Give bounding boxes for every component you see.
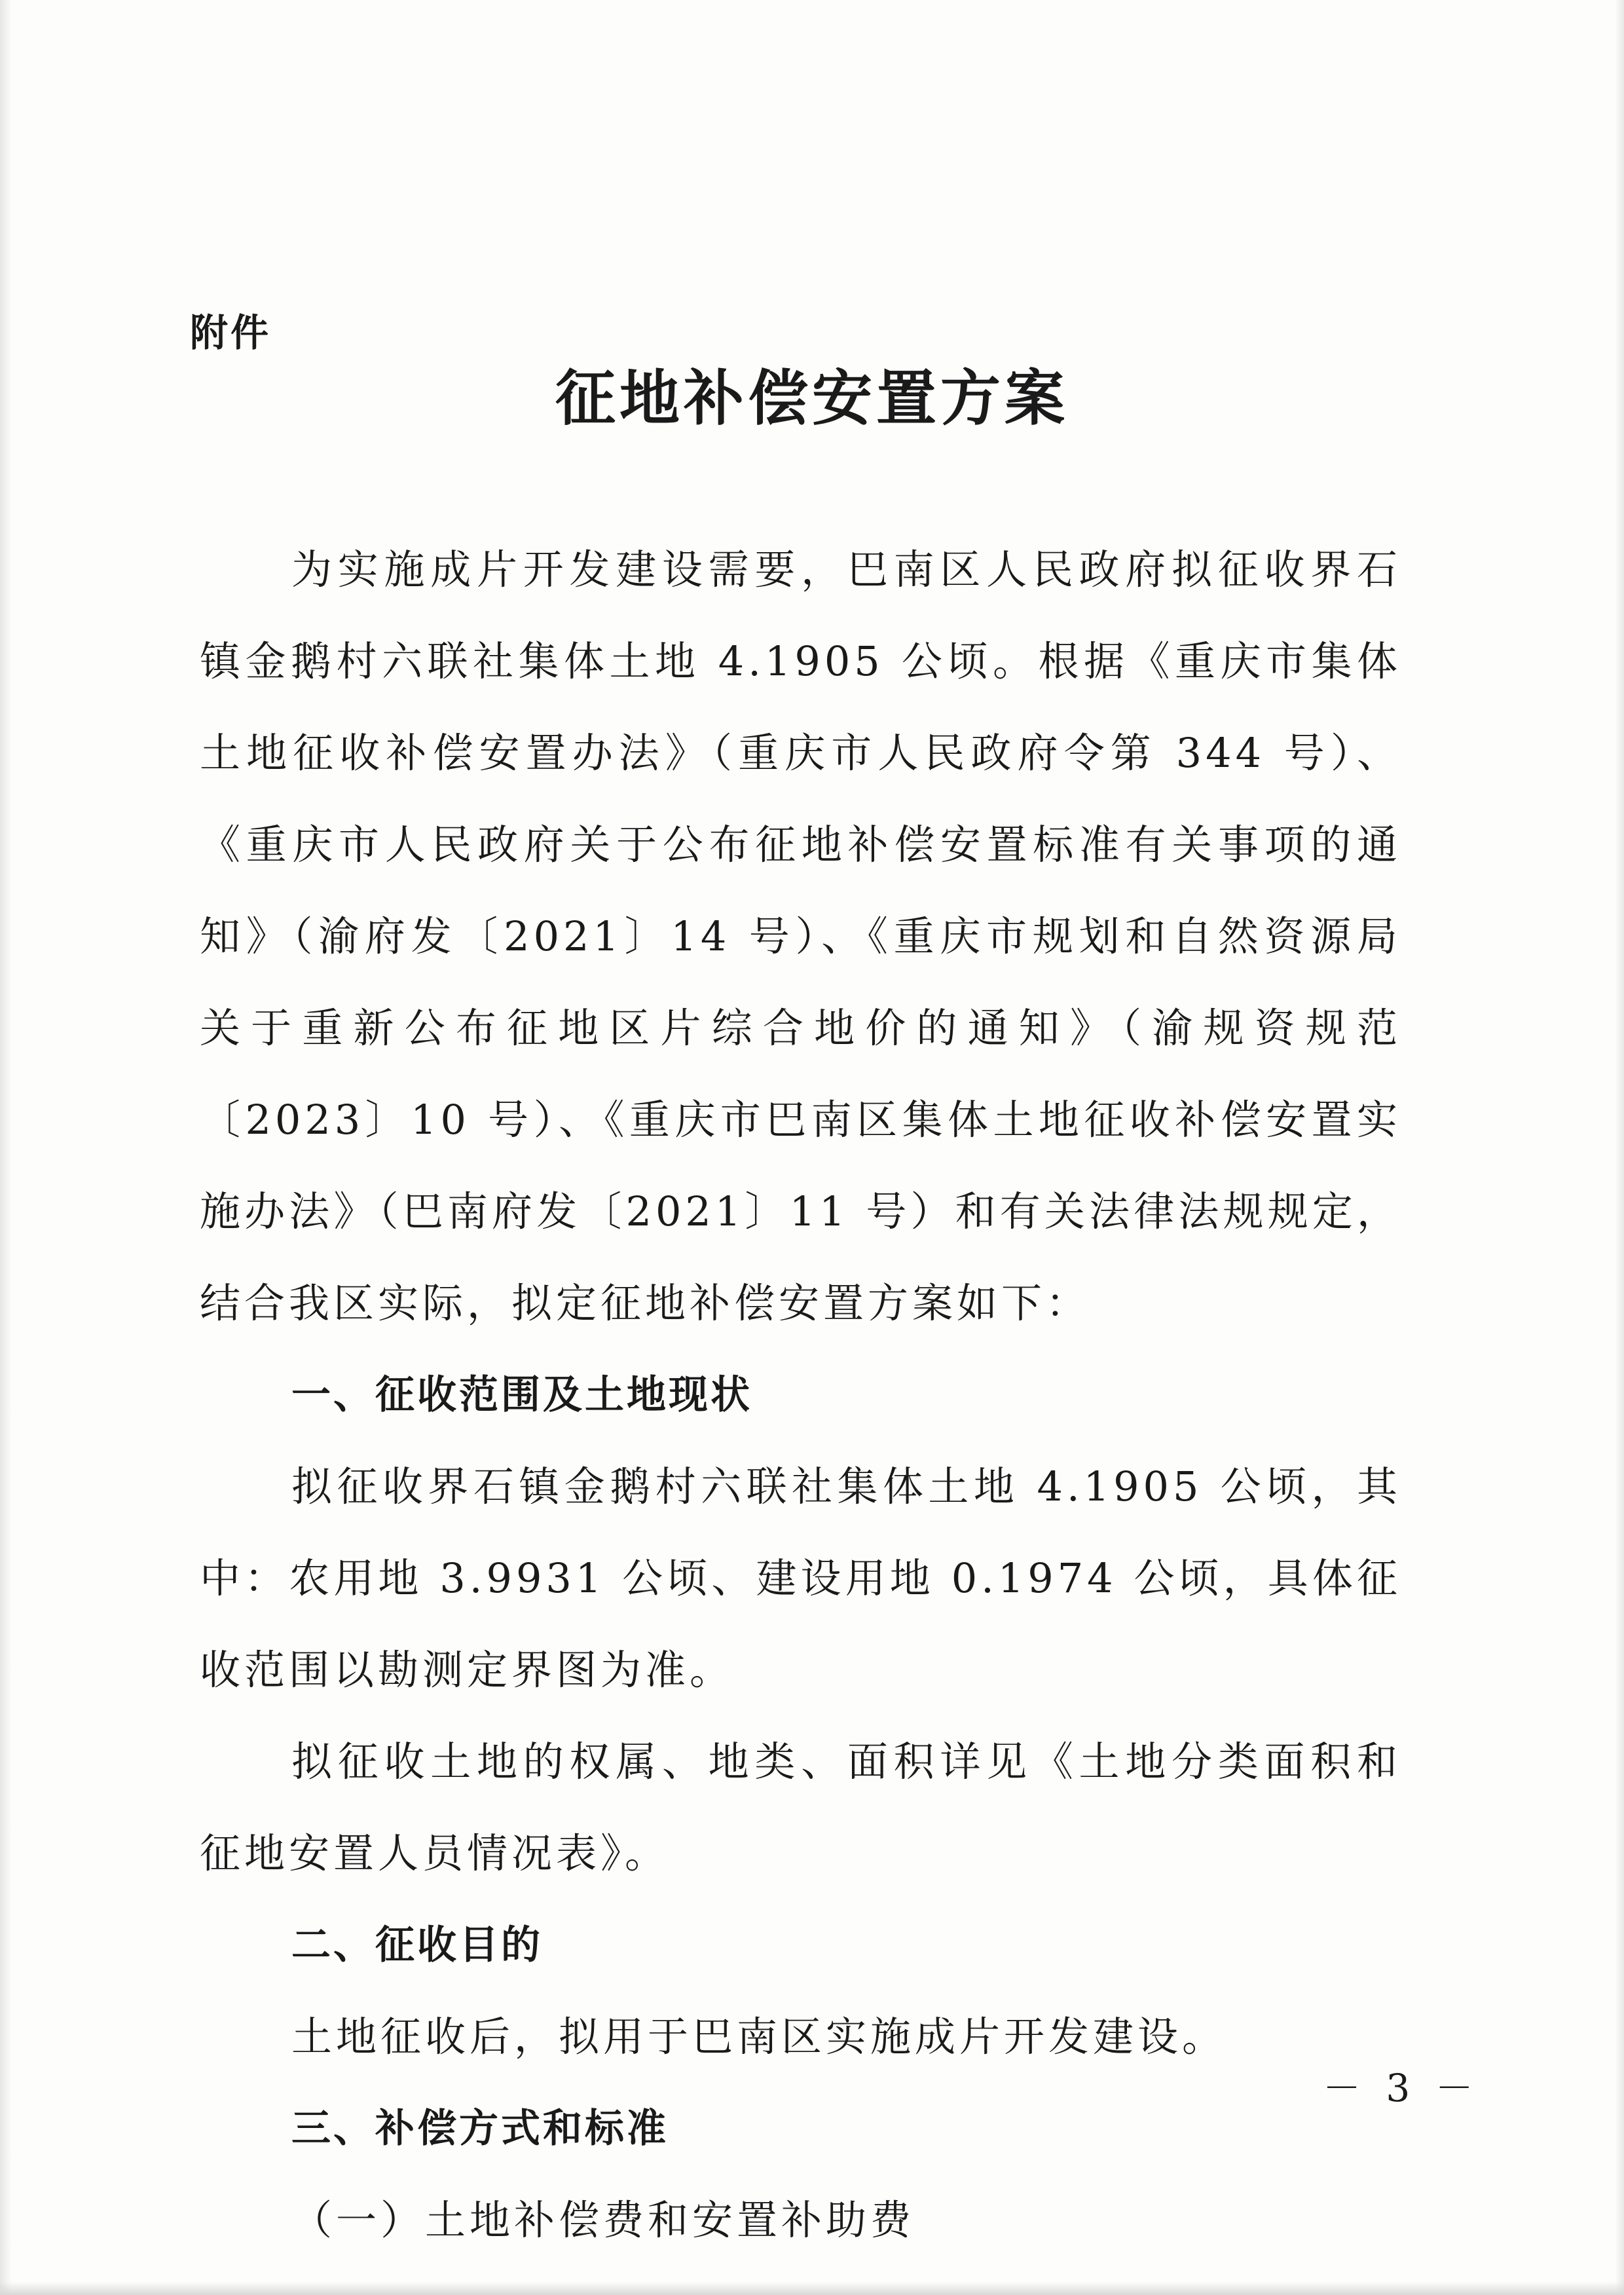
section-heading-purpose: 二、征收目的	[291, 1922, 543, 1968]
page-edge-bottom	[0, 2282, 1624, 2295]
purpose-paragraph: 土地征收后，拟用于巴南区实施成片开发建设。	[291, 2013, 1227, 2061]
page-edge-right	[1615, 0, 1624, 2295]
scope-paragraph: 拟征收界石镇金鹅村六联社集体土地 4.1905 公顷，其中：农用地 3.9931 公顷、建设用地 0.1974 公顷，具体征收范围以勘测定界图为准。	[200, 1463, 1401, 1694]
subsection-heading-land-fee: （一）土地补偿费和安置补助费	[291, 2196, 915, 2244]
document-body	[200, 524, 1401, 2266]
attachment-label: 附件	[190, 310, 272, 355]
section-heading-compensation: 三、补偿方式和标准	[291, 2106, 669, 2152]
intro-paragraph: 为实施成片开发建设需要，巴南区人民政府拟征收界石镇金鹅村六联社集体土地 4.1905 公顷。根据《重庆市集体土地征收补偿安置办法》（重庆市人民政府令第 344 号）、《重庆市人民政府关于公布征地补偿安置标准有关事项的通知》（渝府发〔2021〕14 号）、《重庆市规划和自然资源局关于重新公布征地区片综合地价的通知》（渝规资规范〔2023〕10 号）、《重庆市巴南区集体土地征收补偿安置实施办法》（巴南府发〔2021〕11 号）和有关法律法规规定，结合我区实际，拟定征地补偿安置方案如下：	[200, 546, 1401, 1327]
page-edge-left	[0, 0, 12, 2295]
ownership-paragraph: 拟征收土地的权属、地类、面积详见《土地分类面积和征地安置人员情况表》。	[200, 1738, 1401, 1877]
page-number: － 3 －	[1323, 2066, 1480, 2110]
section-heading-scope: 一、征收范围及土地现状	[291, 1372, 752, 1418]
document-title: 征地补偿安置方案	[555, 363, 1069, 434]
